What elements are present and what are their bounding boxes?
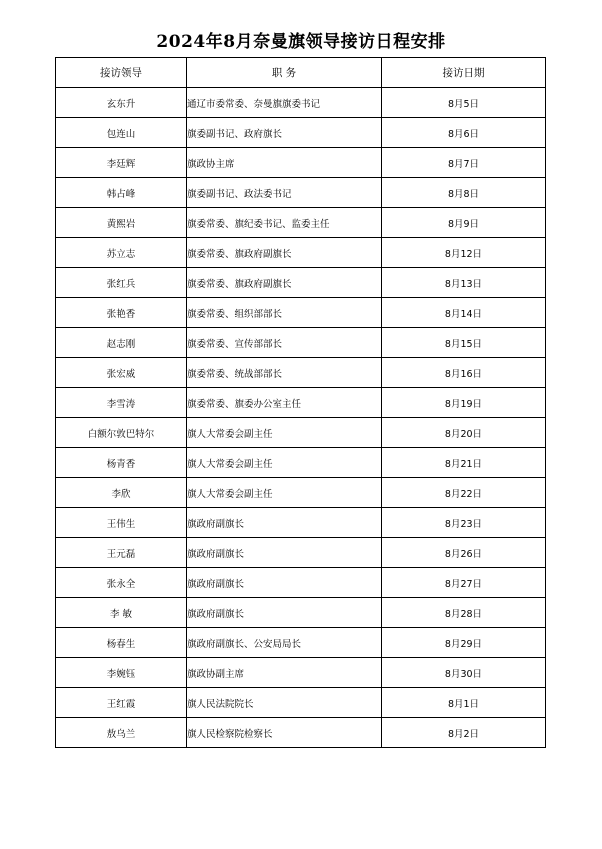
table-row bbox=[56, 328, 546, 358]
date-cell: 8月1日 bbox=[382, 688, 546, 718]
document-title: 2024年8月奈曼旗领导接访日程安排 bbox=[156, 32, 446, 52]
schedule-table bbox=[55, 57, 546, 748]
table-row bbox=[56, 268, 546, 298]
position-cell: 旗人大常委会副主任 bbox=[187, 418, 382, 448]
date-cell: 8月19日 bbox=[382, 388, 546, 418]
table-row bbox=[56, 388, 546, 418]
leader-name-cell: 李廷辉 bbox=[56, 148, 187, 178]
date-cell: 8月28日 bbox=[382, 598, 546, 628]
table-row bbox=[56, 598, 546, 628]
date-cell: 8月26日 bbox=[382, 538, 546, 568]
date-cell: 8月22日 bbox=[382, 478, 546, 508]
table-row bbox=[56, 208, 546, 238]
date-cell: 8月2日 bbox=[382, 718, 546, 748]
date-cell: 8月23日 bbox=[382, 508, 546, 538]
table-row bbox=[56, 448, 546, 478]
leader-name-cell: 王元磊 bbox=[56, 538, 187, 568]
position-cell: 旗委常委、旗政府副旗长 bbox=[187, 268, 382, 298]
table-row bbox=[56, 568, 546, 598]
leader-name-cell: 张宏威 bbox=[56, 358, 187, 388]
leader-name-cell: 李婉钰 bbox=[56, 658, 187, 688]
date-cell: 8月16日 bbox=[382, 358, 546, 388]
header-position: 职 务 bbox=[187, 58, 382, 88]
leader-name-cell: 苏立志 bbox=[56, 238, 187, 268]
table-row bbox=[56, 508, 546, 538]
leader-name-cell: 王伟生 bbox=[56, 508, 187, 538]
date-cell: 8月29日 bbox=[382, 628, 546, 658]
date-cell: 8月21日 bbox=[382, 448, 546, 478]
table-row bbox=[56, 658, 546, 688]
position-cell: 旗委常委、旗纪委书记、监委主任 bbox=[187, 208, 382, 238]
table-row bbox=[56, 88, 546, 118]
leader-name-cell: 杨青香 bbox=[56, 448, 187, 478]
date-cell: 8月13日 bbox=[382, 268, 546, 298]
position-cell: 旗人大常委会副主任 bbox=[187, 478, 382, 508]
position-cell: 旗委常委、宣传部部长 bbox=[187, 328, 382, 358]
leader-name-cell: 包连山 bbox=[56, 118, 187, 148]
leader-name-cell: 白额尔敦巴特尔 bbox=[56, 418, 187, 448]
position-cell: 旗政府副旗长 bbox=[187, 568, 382, 598]
position-cell: 旗委常委、旗政府副旗长 bbox=[187, 238, 382, 268]
date-cell: 8月20日 bbox=[382, 418, 546, 448]
leader-name-cell: 玄东升 bbox=[56, 88, 187, 118]
position-cell: 旗委副书记、政法委书记 bbox=[187, 178, 382, 208]
position-cell: 旗委常委、组织部部长 bbox=[187, 298, 382, 328]
position-cell: 旗政府副旗长 bbox=[187, 508, 382, 538]
leader-name-cell: 杨春生 bbox=[56, 628, 187, 658]
table-row bbox=[56, 628, 546, 658]
table-row bbox=[56, 718, 546, 748]
date-cell: 8月8日 bbox=[382, 178, 546, 208]
table-row bbox=[56, 418, 546, 448]
leader-name-cell: 张永全 bbox=[56, 568, 187, 598]
table-row bbox=[56, 298, 546, 328]
leader-name-cell: 张红兵 bbox=[56, 268, 187, 298]
leader-name-cell: 韩占峰 bbox=[56, 178, 187, 208]
leader-name-cell: 赵志刚 bbox=[56, 328, 187, 358]
leader-name-cell: 李欣 bbox=[56, 478, 187, 508]
table-row bbox=[56, 478, 546, 508]
header-leader: 接访领导 bbox=[56, 58, 187, 88]
position-cell: 旗政府副旗长、公安局局长 bbox=[187, 628, 382, 658]
date-cell: 8月27日 bbox=[382, 568, 546, 598]
position-cell: 旗人民检察院检察长 bbox=[187, 718, 382, 748]
date-cell: 8月7日 bbox=[382, 148, 546, 178]
position-cell: 旗政府副旗长 bbox=[187, 598, 382, 628]
position-cell: 旗人大常委会副主任 bbox=[187, 448, 382, 478]
table-row bbox=[56, 688, 546, 718]
leader-name-cell: 李 敏 bbox=[56, 598, 187, 628]
date-cell: 8月6日 bbox=[382, 118, 546, 148]
table-header-row bbox=[56, 58, 546, 88]
date-cell: 8月12日 bbox=[382, 238, 546, 268]
position-cell: 旗政府副旗长 bbox=[187, 538, 382, 568]
date-cell: 8月9日 bbox=[382, 208, 546, 238]
header-date: 接访日期 bbox=[382, 58, 546, 88]
position-cell: 旗政协主席 bbox=[187, 148, 382, 178]
leader-name-cell: 张艳香 bbox=[56, 298, 187, 328]
table-row bbox=[56, 118, 546, 148]
table-row bbox=[56, 238, 546, 268]
leader-name-cell: 李雪涛 bbox=[56, 388, 187, 418]
table-row bbox=[56, 538, 546, 568]
date-cell: 8月14日 bbox=[382, 298, 546, 328]
date-cell: 8月5日 bbox=[382, 88, 546, 118]
table-row bbox=[56, 148, 546, 178]
leader-name-cell: 黄熙岩 bbox=[56, 208, 187, 238]
table-row bbox=[56, 178, 546, 208]
position-cell: 旗委常委、统战部部长 bbox=[187, 358, 382, 388]
position-cell: 旗人民法院院长 bbox=[187, 688, 382, 718]
position-cell: 旗政协副主席 bbox=[187, 658, 382, 688]
table-row bbox=[56, 358, 546, 388]
position-cell: 旗委副书记、政府旗长 bbox=[187, 118, 382, 148]
date-cell: 8月15日 bbox=[382, 328, 546, 358]
position-cell: 旗委常委、旗委办公室主任 bbox=[187, 388, 382, 418]
date-cell: 8月30日 bbox=[382, 658, 546, 688]
leader-name-cell: 王红霞 bbox=[56, 688, 187, 718]
leader-name-cell: 敖乌兰 bbox=[56, 718, 187, 748]
schedule-rows bbox=[56, 88, 546, 748]
position-cell: 通辽市委常委、奈曼旗旗委书记 bbox=[187, 88, 382, 118]
